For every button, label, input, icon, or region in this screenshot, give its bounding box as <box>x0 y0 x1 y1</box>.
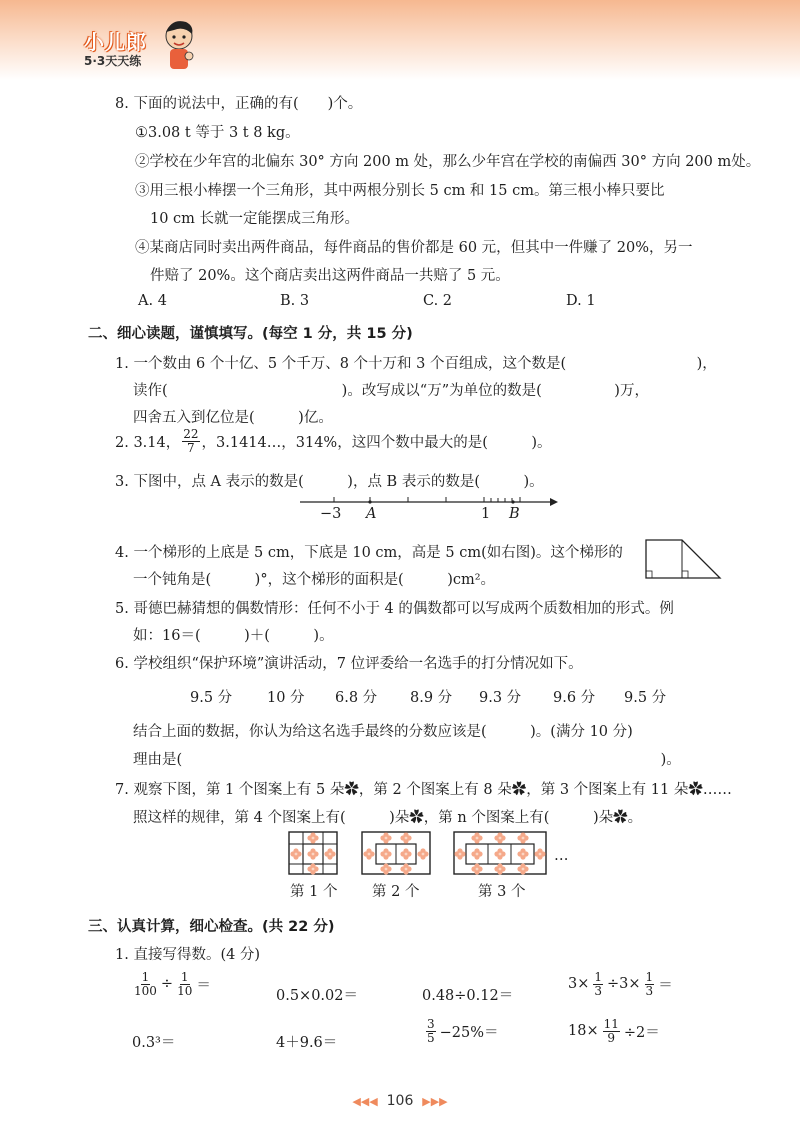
calc-1-frac-b-num: 1 <box>180 970 189 984</box>
score-7: 9.5 分 <box>624 690 667 706</box>
number-line-label-minus3: −3 <box>320 506 342 522</box>
calc-4 <box>568 971 673 997</box>
calc-8-pre: 18× <box>568 1023 599 1040</box>
number-line-label-1: 1 <box>481 506 491 522</box>
calc-7-frac <box>426 1018 436 1044</box>
q8-option-d: D. 1 <box>566 293 596 309</box>
score-6: 9.6 分 <box>553 690 596 706</box>
calc-7-frac-den: 5 <box>427 1030 435 1045</box>
calc-4-frac-a <box>593 971 603 997</box>
calc-8-frac <box>603 1018 620 1044</box>
q8-statement-2: ②学校在少年宫的北偏东 30° 方向 200 m 处，那么少年宫在学校的南偏西 30° 方向 200 m处。 <box>135 154 761 170</box>
calc-4-frac-a-num: 1 <box>594 970 603 984</box>
calc-4-frac-b <box>645 971 655 997</box>
q8-option-b: B. 3 <box>280 293 310 309</box>
s2-q1-line3: 四舍五入到亿位是( )亿。 <box>133 410 333 426</box>
page-footer <box>0 1093 800 1109</box>
q8-statement-4b: 件赔了 20%。这个商店卖出这两件商品一共赔了 5 元。 <box>150 268 510 284</box>
calc-1-frac-a-num: 1 <box>141 970 150 984</box>
calc-1 <box>132 971 211 997</box>
section3-title: 三、认真计算，细心检查。(共 22 分) <box>88 919 335 935</box>
calc-1-op: ÷ <box>160 976 174 993</box>
calc-3: 0.48÷0.12＝ <box>422 988 514 1004</box>
calc-1-eq: ＝ <box>196 977 211 994</box>
s2-q5-line1: 5. 哥德巴赫猜想的偶数情形：任何不小于 4 的偶数都可以写成两个质数相加的形式。例 <box>115 601 674 617</box>
trapezoid-figure <box>644 538 722 582</box>
section2-title: 二、细心读题，谨慎填写。(每空 1 分，共 15 分) <box>88 326 413 342</box>
s2-q7-line2: 照这样的规律，第 4 个图案上有( )朵✿，第 n 个图案上有( )朵✿。 <box>133 810 643 826</box>
s2-q3: 3. 下图中，点 A 表示的数是( )，点 B 表示的数是( )。 <box>115 474 544 490</box>
calc-1-frac-b <box>177 971 192 997</box>
calc-4-mid: ÷3× <box>607 976 641 993</box>
s2-q2-prefix: 2. 3.14， <box>115 434 181 451</box>
calc-7 <box>424 1018 499 1044</box>
calc-1-frac-a <box>134 971 157 997</box>
calc-4-eq: ＝ <box>658 977 673 994</box>
score-4: 8.9 分 <box>410 690 453 706</box>
q8-statement-3b: 10 cm 长就一定能摆成三角形。 <box>150 211 360 227</box>
logo-text: 小儿郎 <box>84 30 147 54</box>
calc-4-frac-b-den: 3 <box>645 983 654 998</box>
score-5: 9.3 分 <box>479 690 522 706</box>
mascot-boy-icon <box>162 18 196 72</box>
calc-8-post: ÷2＝ <box>623 1024 660 1041</box>
calc-5: 0.3³＝ <box>132 1035 176 1051</box>
calc-7-post: −25%＝ <box>439 1024 499 1041</box>
calc-4-frac-a-den: 3 <box>594 983 603 998</box>
calc-8 <box>568 1018 660 1044</box>
s2-q7-line1: 7. 观察下图，第 1 个图案上有 5 朵✿，第 2 个图案上有 8 朵✿，第 3 个图案上有 11 朵✿…… <box>115 782 732 798</box>
s2-q1-line2: 读作( )。改写成以“万”为单位的数是( )万， <box>133 383 649 399</box>
s2-q4-line2: 一个钝角是( )°，这个梯形的面积是( )cm²。 <box>133 572 496 588</box>
flower-pattern-figures <box>288 830 578 882</box>
logo-subtitle: 5·3天天练 <box>84 54 142 68</box>
score-3: 6.8 分 <box>335 690 378 706</box>
q8-stem: 8. 下面的说法中，正确的有( )个。 <box>115 96 363 112</box>
left-arrows-icon: ◀◀◀ <box>352 1095 378 1108</box>
right-arrows-icon: ▶▶▶ <box>422 1095 448 1108</box>
calc-1-frac-a-den: 100 <box>134 983 157 998</box>
pattern-continuation: … <box>554 848 569 864</box>
calc-7-frac-num: 3 <box>427 1017 435 1031</box>
s3-q1: 1. 直接写得数。(4 分) <box>115 947 261 963</box>
s2-q6: 6. 学校组织“保护环境”演讲活动，7 位评委给一名选手的打分情况如下。 <box>115 656 583 672</box>
q8-statement-3a: ③用三根小棒摆一个三角形，其中两根分别长 5 cm 和 15 cm。第三根小棒只要比 <box>135 183 665 199</box>
q8-option-c: C. 2 <box>423 293 453 309</box>
s2-q6-answer: 结合上面的数据，你认为给这名选手最终的分数应该是( )。(满分 10 分) <box>133 724 633 740</box>
s2-q6-reason: 理由是( )。 <box>133 752 681 768</box>
s2-q1-line1: 1. 一个数由 6 个十亿、5 个千万、8 个十万和 3 个百组成，这个数是( )， <box>115 356 717 372</box>
q8-option-a: A. 4 <box>138 293 167 309</box>
calc-4-frac-b-num: 1 <box>645 970 654 984</box>
figure-1-caption: 第 1 个 <box>290 884 338 900</box>
s2-q4-line1: 4. 一个梯形的上底是 5 cm，下底是 10 cm，高是 5 cm(如右图)。这个梯形的 <box>115 545 623 561</box>
s2-q2-fraction-den: 7 <box>187 440 195 455</box>
score-1: 9.5 分 <box>190 690 233 706</box>
number-line-label-b: B <box>509 506 520 522</box>
s2-q5-line2: 如：16＝( )＋( )。 <box>133 628 334 644</box>
figure-3-caption: 第 3 个 <box>478 884 526 900</box>
calc-8-frac-num: 11 <box>603 1017 619 1031</box>
score-2: 10 分 <box>267 690 305 706</box>
s2-q2-suffix: ，3.1414…，314%，这四个数中最大的是( )。 <box>201 434 552 451</box>
calc-1-frac-b-den: 10 <box>177 983 193 998</box>
q8-statement-4a: ④某商店同时卖出两件商品，每件商品的售价都是 60 元，但其中一件赚了 20%，另一 <box>135 240 693 256</box>
number-line-label-a: A <box>366 506 377 522</box>
figure-2-caption: 第 2 个 <box>372 884 420 900</box>
calc-2: 0.5×0.02＝ <box>276 988 358 1004</box>
q8-statement-1: ①3.08 t 等于 3 t 8 kg。 <box>135 125 300 141</box>
calc-6: 4＋9.6＝ <box>276 1035 338 1051</box>
s2-q2-fraction <box>182 428 199 454</box>
s2-q2-fraction-num: 22 <box>183 427 199 441</box>
s2-q2 <box>115 428 552 454</box>
page-number: 106 <box>386 1093 414 1109</box>
calc-4-pre: 3× <box>568 976 590 993</box>
calc-8-frac-den: 9 <box>607 1030 616 1045</box>
